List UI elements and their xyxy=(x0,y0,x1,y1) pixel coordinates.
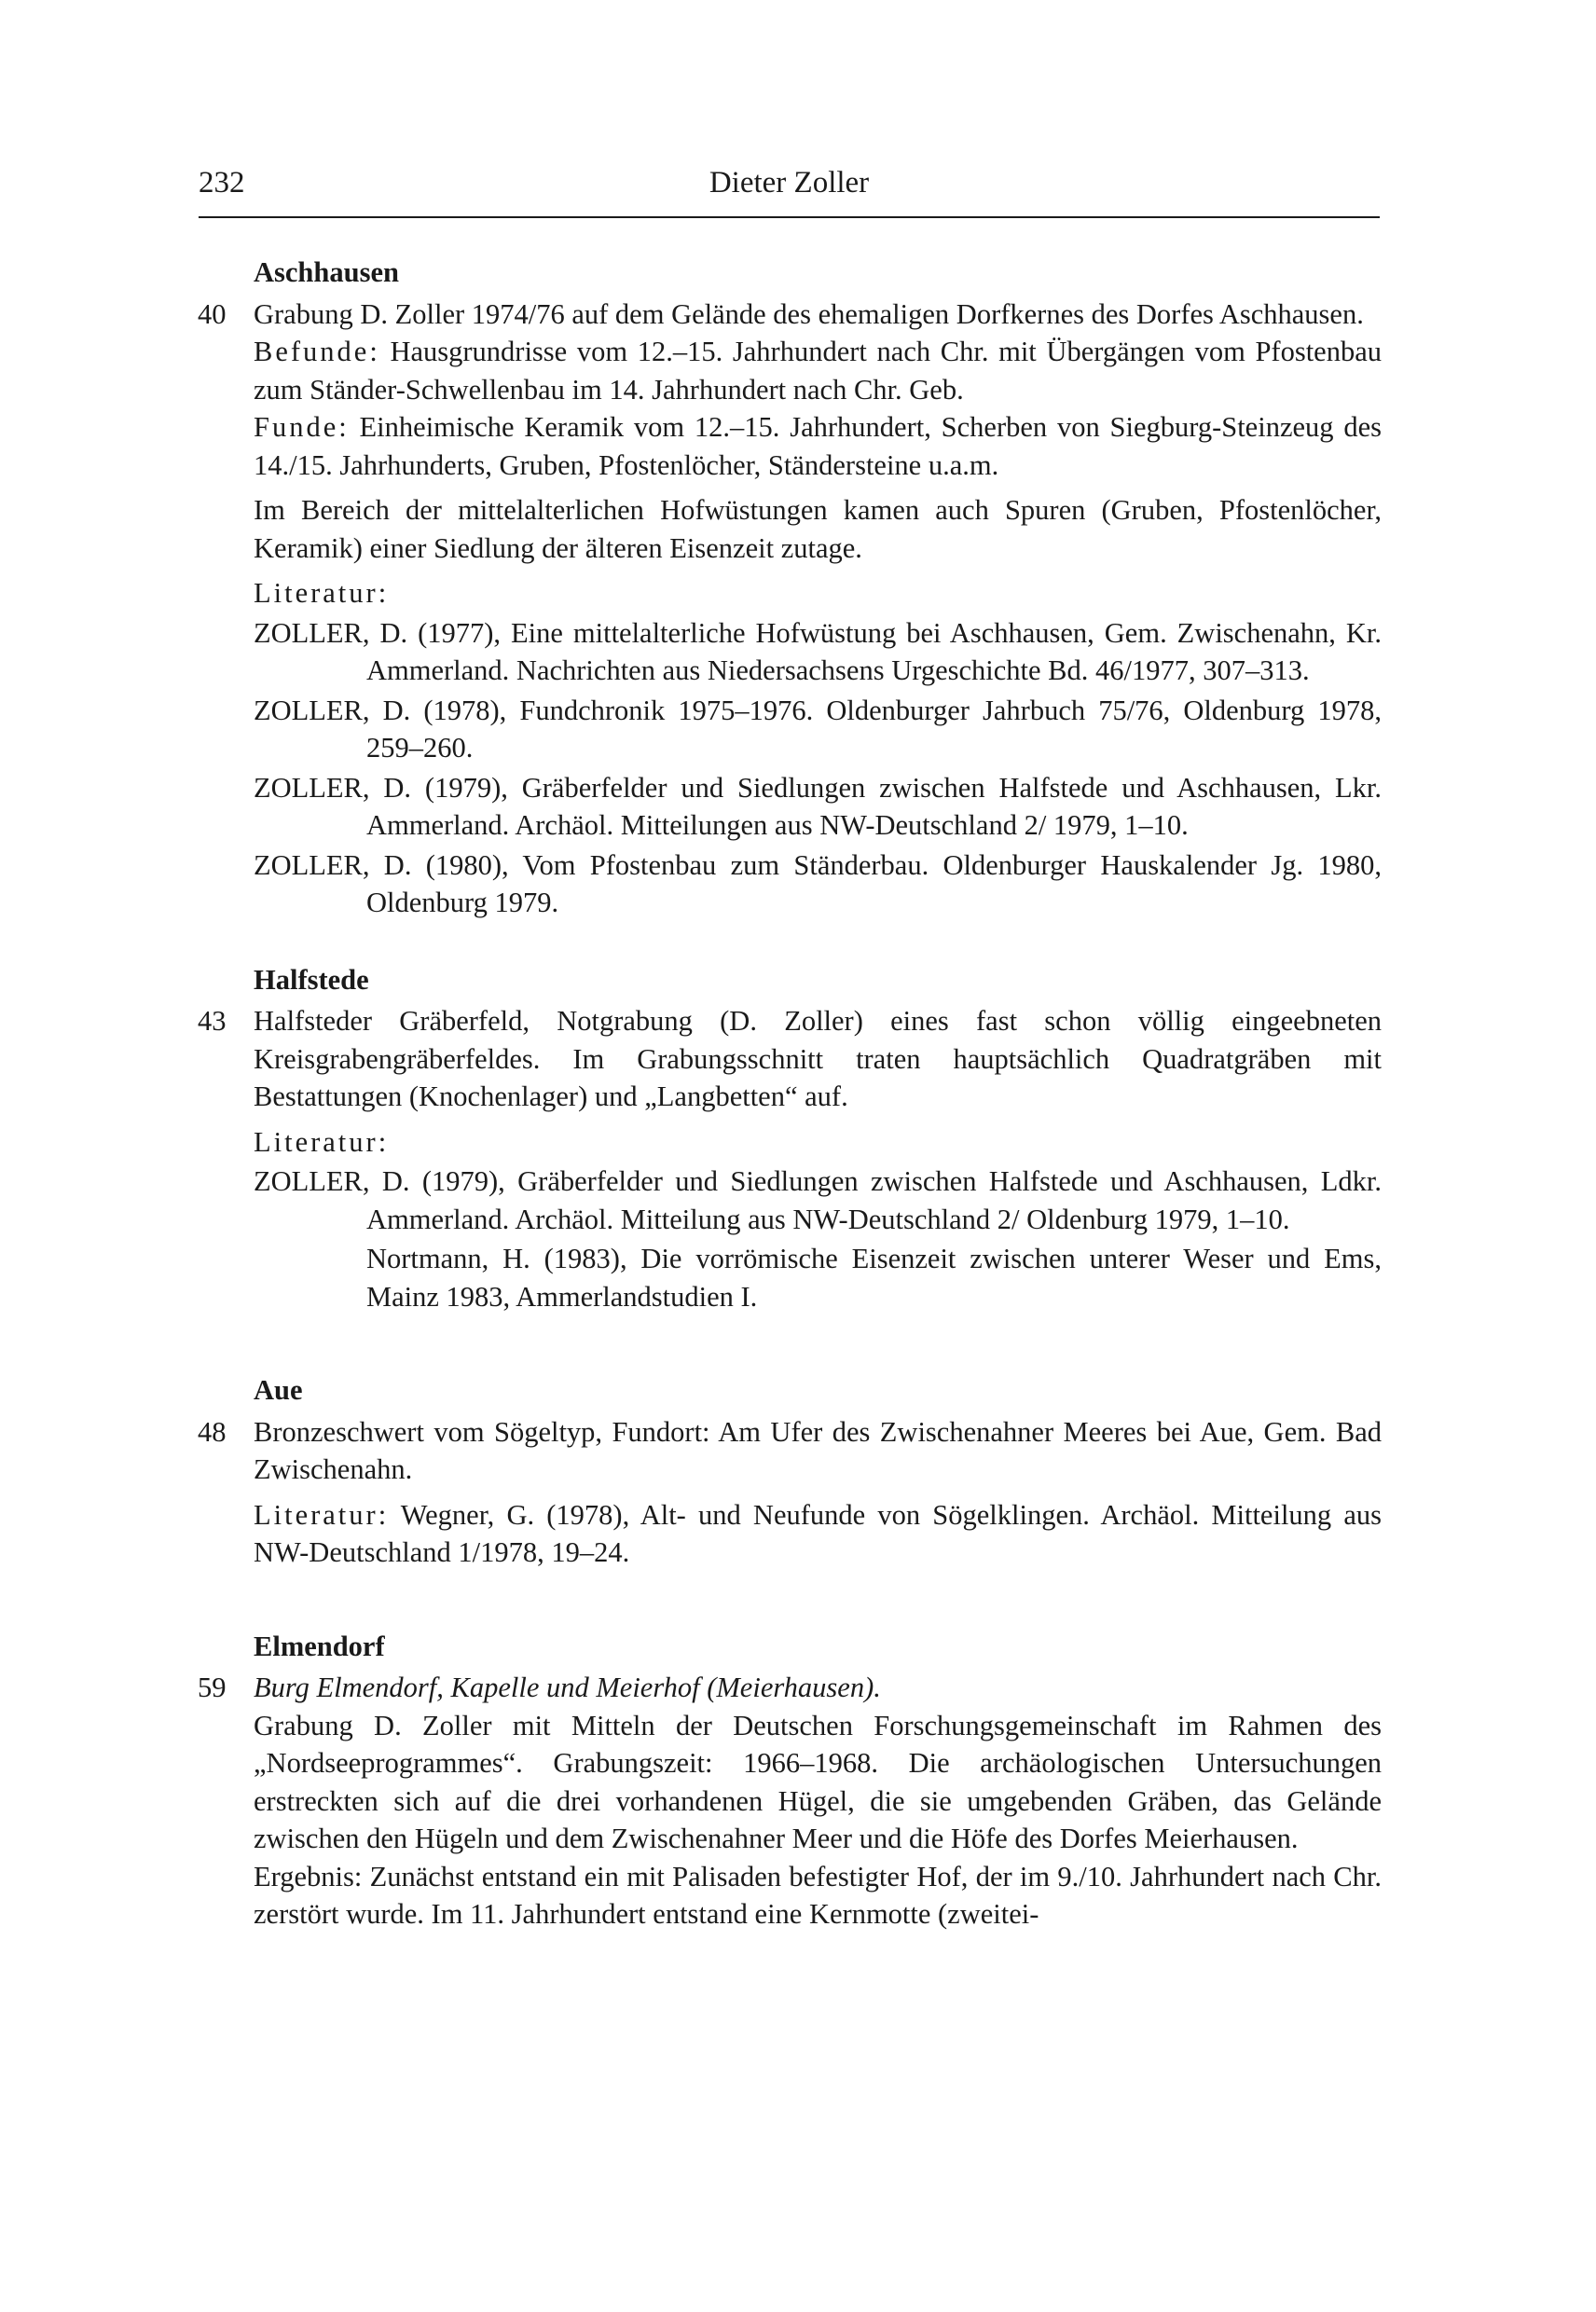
section-title: Halfstede xyxy=(254,963,369,996)
reference-item: Nortmann, H. (1983), Die vorrömische Eisenzeit zwischen unterer Weser und Ems, Mainz 1983, Ammerlandstudien I. xyxy=(366,1243,1382,1313)
result-paragraph: Ergebnis: Zunächst entstand ein mit Palisaden befestigter Hof, der im 9./10. Jahrhundert nach Chr. zerstört wurde. Im 11. Jahrhundert entstand eine Kernmotte (zweitei- xyxy=(254,1860,1382,1930)
reference-item: ZOLLER, D. (1977), Eine mittelalterliche Hofwüstung bei Aschhausen, Gem. Zwischenahn, Kr. Ammerland. Nachrichten aus Niedersachsens Urgeschichte Bd. 46/1977, 307–313. xyxy=(254,616,1382,686)
section-title: Elmendorf xyxy=(254,1630,385,1662)
running-header xyxy=(199,166,1380,218)
literatur-paragraph xyxy=(254,1496,1382,1572)
section-aue xyxy=(198,1371,1382,1572)
funde-label: Funde: xyxy=(254,411,350,443)
page-number: 232 xyxy=(199,166,245,200)
entry-intro: Halfsteder Gräberfeld, Notgrabung (D. Zoller) eines fast schon völlig eingeebneten Kreisgrabengräberfeldes. Im Grabungsschnitt traten hauptsächlich Quadratgräben mit Bestattungen (Knochenlager) und „Langbetten“ auf. xyxy=(254,1005,1382,1112)
site-number: 43 xyxy=(198,1005,227,1037)
site-number: 59 xyxy=(198,1672,227,1703)
literatur-label: Literatur: xyxy=(254,1498,390,1531)
site-entry xyxy=(198,1002,1382,1116)
site-entry xyxy=(198,1413,1382,1489)
section-title: Aue xyxy=(254,1374,303,1406)
section-halfstede xyxy=(198,961,1382,1316)
reference-item: ZOLLER, D. (1979), Gräberfelder und Siedlungen zwischen Halfstede und Aschhausen, Lkr. Ammerland. Archäol. Mitteilungen aus NW-Deutschland 2/ 1979, 1–10. xyxy=(254,771,1382,841)
site-entry xyxy=(198,1669,1382,1707)
literatur-text: Wegner, G. (1978), Alt- und Neufunde von Sögelklingen. Archäol. Mitteilung aus NW-Deutschland 1/1978, 19–24. xyxy=(254,1498,1382,1568)
reference-item: ZOLLER, D. (1979), Gräberfelder und Siedlungen zwischen Halfstede und Aschhausen, Ldkr. Ammerland. Archäol. Mitteilung aus NW-Deutschland 2/ Oldenburg 1979, 1–10. xyxy=(254,1165,1382,1235)
section-title: Aschhausen xyxy=(254,256,399,288)
header-title: Dieter Zoller xyxy=(709,166,870,200)
section-elmendorf xyxy=(198,1628,1382,1934)
entry-intro: Bronzeschwert vom Sögeltyp, Fundort: Am Ufer des Zwischenahner Meeres bei Aue, Gem. Bad Zwischenahn. xyxy=(254,1415,1382,1485)
reference-item: ZOLLER, D. (1980), Vom Pfostenbau zum Ständerbau. Oldenburger Hauskalender Jg. 1980, Oldenburg 1979. xyxy=(254,848,1382,918)
funde-text: Einheimische Keramik vom 12.–15. Jahrhundert, Scherben von Siegburg-Steinzeug des 14./15. Jahrhunderts, Gruben, Pfostenlöcher, Ständersteine u.a.m. xyxy=(254,411,1382,481)
befunde-text: Hausgrundrisse vom 12.–15. Jahrhundert nach Chr. mit Übergängen vom Pfostenbau zum Ständer-Schwellenbau im 14. Jahrhundert nach Chr. Geb. xyxy=(254,336,1382,406)
entry-intro: Grabung D. Zoller mit Mitteln der Deutschen Forschungsgemeinschaft im Rahmen des „Nordseeprogrammes“. Grabungszeit: 1966–1968. Die archäologischen Untersuchungen erstreckten sich auf die drei vorhandenen Hügel, die sie umgebenden Gräben, das Gelände zwischen den Hügeln und dem Zwischenahner Meer und die Höfe des Dorfes Meierhausen. xyxy=(254,1709,1382,1854)
site-entry xyxy=(198,296,1382,334)
site-number: 40 xyxy=(198,297,227,330)
funde-paragraph xyxy=(254,408,1382,484)
literatur-label: Literatur: xyxy=(254,1125,390,1158)
reference-item: ZOLLER, D. (1978), Fundchronik 1975–1976. Oldenburger Jahrbuch 75/76, Oldenburg 1978, 259–260. xyxy=(254,694,1382,764)
page-body xyxy=(198,254,1382,1934)
entry-intro: Grabung D. Zoller 1974/76 auf dem Gelände des ehemaligen Dorfkernes des Dorfes Aschhausen. xyxy=(254,297,1364,330)
befunde-label: Befunde: xyxy=(254,336,380,367)
section-aschhausen xyxy=(198,254,1382,922)
entry-italic-heading: Burg Elmendorf, Kapelle und Meierhof (Meierhausen). xyxy=(254,1672,881,1703)
literatur-label: Literatur: xyxy=(254,577,390,609)
site-number: 48 xyxy=(198,1415,227,1448)
befunde-paragraph xyxy=(254,333,1382,408)
note-paragraph: Im Bereich der mittelalterlichen Hofwüstungen kamen auch Spuren (Gruben, Pfostenlöcher, Keramik) einer Siedlung der älteren Eisenzeit zutage. xyxy=(254,494,1382,564)
